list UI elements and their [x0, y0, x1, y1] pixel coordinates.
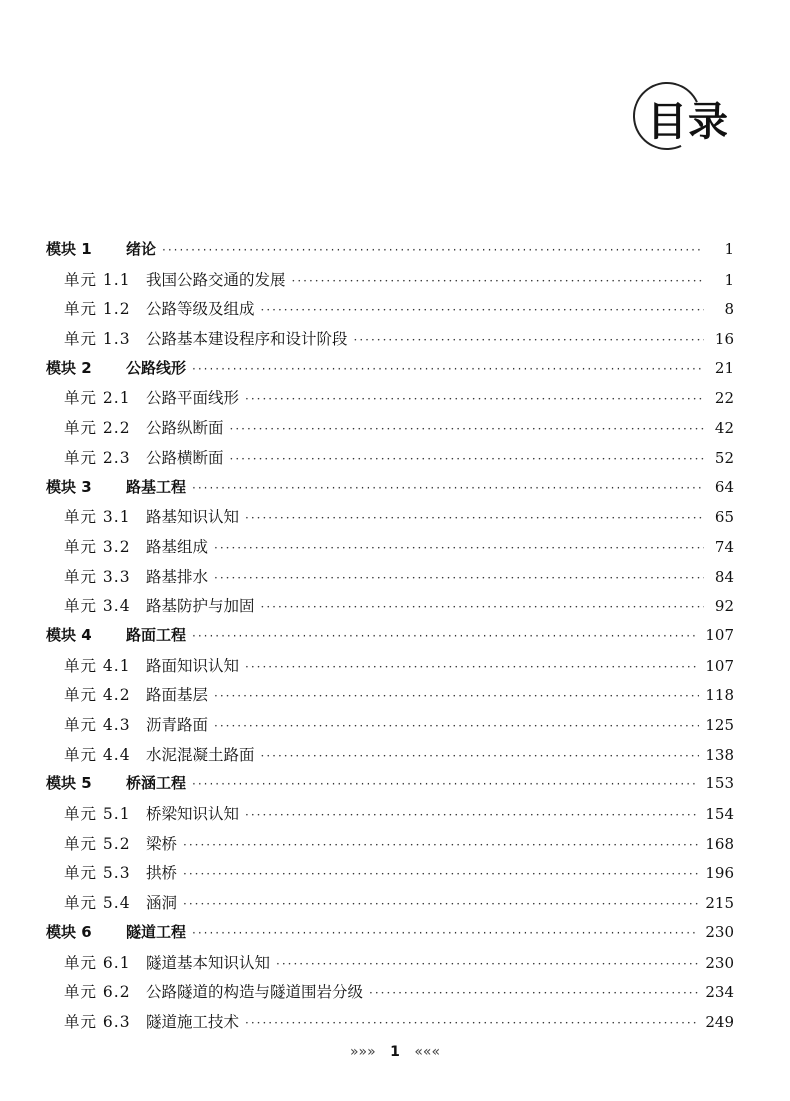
entry-page-number: 154 [705, 805, 734, 824]
entry-title: 公路平面线形 [146, 389, 240, 408]
toc-unit-entry[interactable] [46, 268, 734, 298]
dot-leader [292, 274, 704, 288]
dot-leader [230, 422, 704, 436]
toc-unit-entry[interactable] [46, 416, 734, 446]
toc-unit-entry[interactable] [46, 297, 734, 327]
entry-page-number: 249 [705, 1012, 734, 1031]
entry-title: 路面基层 [146, 686, 209, 705]
entry-number: 模块 6 [46, 922, 92, 941]
dot-leader [183, 897, 699, 911]
toc-unit-entry[interactable] [46, 802, 734, 832]
toc-unit-entry[interactable] [46, 951, 734, 981]
entry-number: 单元 4.3 [64, 716, 131, 734]
entry-number: 单元 5.1 [64, 805, 131, 824]
dot-leader [192, 926, 699, 940]
dot-leader [276, 957, 699, 971]
dot-leader [214, 719, 699, 733]
dot-leader [354, 333, 704, 347]
dot-leader [214, 541, 704, 555]
entry-title: 桥梁知识认知 [146, 805, 240, 824]
entry-title: 拱桥 [146, 864, 178, 883]
entry-number: 模块 2 [46, 358, 92, 377]
entry-title: 公路等级及组成 [146, 300, 255, 319]
dot-leader [162, 243, 704, 257]
entry-page-number: 107 [705, 625, 734, 644]
entry-number: 单元 5.3 [64, 864, 131, 883]
entry-number: 单元 5.2 [64, 834, 131, 853]
page-number: 1 [390, 1044, 400, 1060]
entry-number: 单元 6.2 [64, 983, 131, 1002]
toc-module-entry[interactable] [46, 624, 734, 654]
dot-leader [261, 749, 700, 763]
entry-number: 模块 4 [46, 625, 92, 644]
entry-title: 水泥混凝土路面 [146, 745, 255, 764]
dot-leader [261, 600, 704, 614]
entry-page-number: 84 [714, 567, 734, 586]
entry-title: 路面知识认知 [146, 656, 240, 675]
toc-module-entry[interactable] [46, 772, 734, 802]
dot-leader [183, 867, 699, 881]
dot-leader [192, 777, 699, 791]
entry-page-number: 138 [705, 745, 734, 764]
toc-unit-entry[interactable] [46, 327, 734, 357]
entry-page-number: 74 [714, 537, 734, 556]
entry-number: 单元 3.1 [64, 508, 131, 527]
entry-title: 路基防护与加固 [146, 597, 255, 616]
entry-page-number: 42 [714, 419, 734, 438]
entry-page-number: 8 [724, 300, 734, 319]
entry-page-number: 1 [724, 270, 734, 289]
entry-number: 单元 4.4 [64, 745, 131, 764]
entry-page-number: 64 [714, 477, 734, 496]
dot-leader [214, 689, 699, 703]
entry-title: 隧道工程 [126, 922, 187, 941]
toc-unit-entry[interactable] [46, 505, 734, 535]
toc-unit-entry[interactable] [46, 565, 734, 595]
entry-page-number: 153 [705, 774, 734, 793]
toc-unit-entry[interactable] [46, 446, 734, 476]
entry-number: 单元 4.1 [64, 656, 131, 675]
entry-page-number: 215 [705, 894, 734, 913]
toc-unit-entry[interactable] [46, 594, 734, 624]
toc-unit-entry[interactable] [46, 980, 734, 1010]
entry-number: 单元 6.3 [64, 1012, 131, 1031]
entry-page-number: 92 [714, 597, 734, 616]
entry-number: 单元 6.1 [64, 953, 131, 972]
entry-title: 路基知识认知 [146, 508, 240, 527]
toc-title-block [633, 82, 743, 150]
entry-title: 绪论 [126, 240, 157, 258]
entry-title: 公路隧道的构造与隧道围岩分级 [146, 983, 364, 1002]
toc-module-entry[interactable] [46, 476, 734, 506]
dot-leader [245, 392, 704, 406]
entry-title: 路基排水 [146, 567, 209, 586]
entry-number: 单元 2.2 [64, 419, 131, 438]
toc-unit-entry[interactable] [46, 743, 734, 773]
entry-number: 单元 2.1 [64, 389, 131, 408]
entry-title: 路面工程 [126, 625, 187, 644]
entry-page-number: 125 [705, 716, 734, 734]
entry-page-number: 22 [714, 389, 734, 408]
toc-module-entry[interactable] [46, 238, 734, 268]
entry-page-number: 196 [705, 864, 734, 883]
entry-page-number: 234 [705, 983, 734, 1002]
entry-page-number: 230 [705, 922, 734, 941]
dot-leader [245, 660, 699, 674]
entry-number: 单元 1.2 [64, 300, 131, 319]
toc-module-entry[interactable] [46, 921, 734, 951]
toc-unit-entry[interactable] [46, 654, 734, 684]
dot-leader [369, 986, 699, 1000]
entry-title: 隧道施工技术 [146, 1012, 240, 1031]
dot-leader [245, 1016, 699, 1030]
entry-page-number: 230 [705, 953, 734, 972]
toc-unit-entry[interactable] [46, 683, 734, 713]
dot-leader [230, 452, 704, 466]
entry-page-number: 168 [705, 834, 734, 853]
page-footer [0, 1044, 790, 1060]
entry-title: 我国公路交通的发展 [146, 270, 286, 289]
toc-unit-entry[interactable] [46, 535, 734, 565]
entry-number: 单元 1.3 [64, 330, 131, 349]
toc-unit-entry[interactable] [46, 891, 734, 921]
dot-leader [214, 571, 704, 585]
footer-left-arrows: »»» [349, 1044, 376, 1060]
toc-unit-entry[interactable] [46, 713, 734, 743]
entry-page-number: 118 [705, 686, 734, 705]
entry-title: 公路横断面 [146, 448, 224, 467]
entry-number: 模块 5 [46, 774, 92, 793]
entry-number: 单元 1.1 [64, 270, 131, 289]
entry-page-number: 52 [714, 448, 734, 467]
footer-right-arrows: ««« [414, 1044, 441, 1060]
entry-number: 单元 3.4 [64, 597, 131, 616]
dot-leader [183, 838, 699, 852]
dot-leader [192, 629, 699, 643]
entry-number: 单元 2.3 [64, 448, 131, 467]
entry-page-number: 107 [705, 656, 734, 675]
toc-unit-entry[interactable] [46, 386, 734, 416]
entry-page-number: 1 [724, 240, 734, 258]
entry-page-number: 16 [714, 330, 734, 349]
table-of-contents [46, 238, 734, 1040]
entry-number: 单元 4.2 [64, 686, 131, 705]
entry-title: 公路纵断面 [146, 419, 224, 438]
entry-number: 单元 3.3 [64, 567, 131, 586]
entry-title: 沥青路面 [146, 716, 209, 734]
dot-leader [192, 481, 704, 495]
entry-number: 单元 5.4 [64, 894, 131, 913]
entry-title: 路基组成 [146, 537, 209, 556]
entry-title: 公路线形 [126, 358, 187, 377]
toc-unit-entry[interactable] [46, 861, 734, 891]
dot-leader [245, 808, 699, 822]
toc-unit-entry[interactable] [46, 1010, 734, 1040]
toc-unit-entry[interactable] [46, 832, 734, 862]
entry-number: 模块 1 [46, 240, 92, 258]
toc-module-entry[interactable] [46, 357, 734, 387]
entry-number: 模块 3 [46, 477, 92, 496]
dot-leader [261, 303, 704, 317]
entry-title: 桥涵工程 [126, 774, 187, 793]
page-title: 目录 [647, 99, 729, 145]
entry-title: 公路基本建设程序和设计阶段 [146, 330, 348, 349]
entry-title: 梁桥 [146, 834, 178, 853]
entry-number: 单元 3.2 [64, 537, 131, 556]
dot-leader [245, 511, 704, 525]
dot-leader [192, 362, 704, 376]
entry-title: 路基工程 [126, 477, 187, 496]
entry-title: 涵洞 [146, 894, 178, 913]
entry-page-number: 21 [714, 358, 734, 377]
entry-title: 隧道基本知识认知 [146, 953, 271, 972]
entry-page-number: 65 [714, 508, 734, 527]
